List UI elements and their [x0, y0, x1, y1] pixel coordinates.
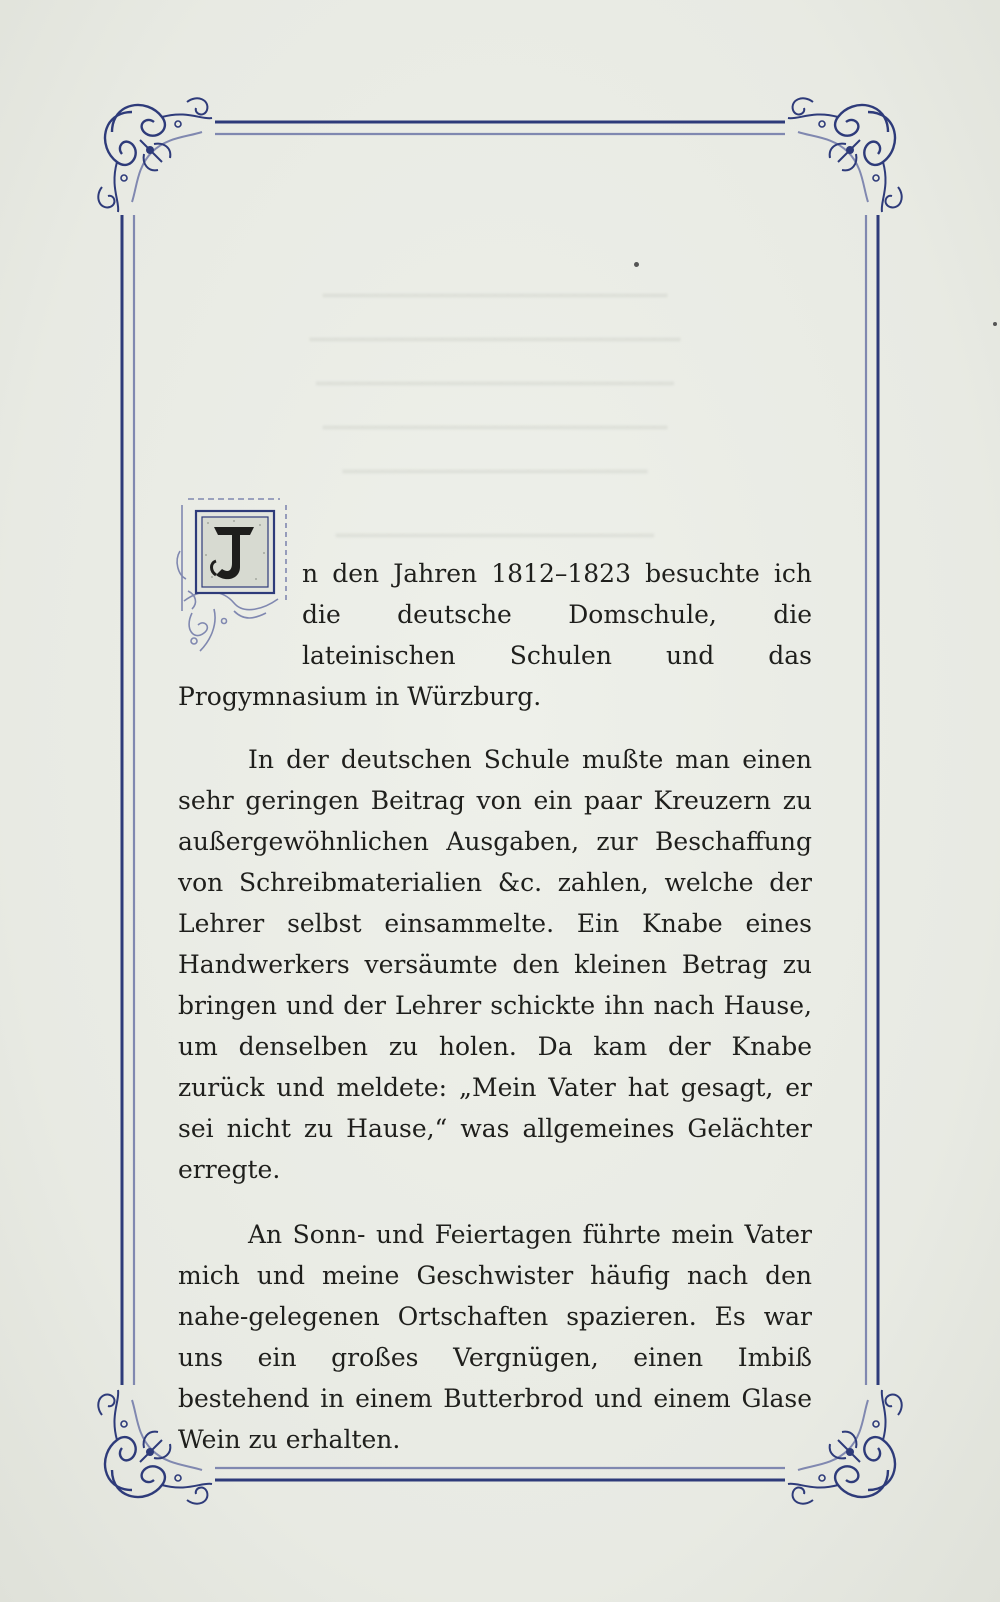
paragraph-3: An Sonn- und Feiertagen führte mein Vater mich und meine Geschwister häufig nach den nahe-gelegenen Ortschaften spazieren. Es war uns ein großes Vergnügen, einen Imbiß bestehend in einem Butterbrod und einem Glase Wein zu erhalten. — [178, 1220, 812, 1454]
paragraph-1 — [178, 553, 812, 717]
body-text — [178, 553, 812, 1460]
paragraph-2: In der deutschen Schule mußte man einen sehr geringen Beitrag von ein paar Kreuzern zu außergewöhnlichen Ausgaben, zur Beschaffung von Schreibmaterialien &c. zahlen, welche der Lehrer selbst einsammelte. Ein Knabe eines Handwerkers versäumte den kleinen Betrag zu bringen und der Lehrer schickte ihn nach Hause, um denselben zu holen. Da kam der Knabe zurück und meldete: „Mein Vater hat gesagt, er sei nicht zu Hause,“ was allgemeines Gelächter erregte. — [178, 745, 812, 1184]
paper-speck — [993, 322, 997, 326]
paragraph-1-rest: die deutsche Domschule, die lateinischen Schulen und das Progymnasium in Würzburg. — [178, 600, 812, 711]
ornamental-initial-icon — [174, 491, 294, 663]
corner-ornament-top-right — [788, 98, 902, 212]
paper-speck — [634, 262, 639, 267]
corner-ornament-top-left — [98, 98, 212, 212]
show-through-text: ━━━━━━━━━━━━━━━━━━━━━━━━━━ ━━━━━━━━━━━━━━━━━━━━━━━━━━━━ ━━━━━━━━━━━━━━━━━━━━━━━━━━━ ━━━━━━━━━━━━━━━━━━━━━━━━━━ ━━━━━━━━━━━━━━━━━━━━━━━ ━━━━━━━━━━━━━━━━━━━━━━━━ — [309, 283, 681, 548]
paragraph-1-opening: n den Jahren 1812–1823 besuchte ich — [302, 559, 812, 588]
